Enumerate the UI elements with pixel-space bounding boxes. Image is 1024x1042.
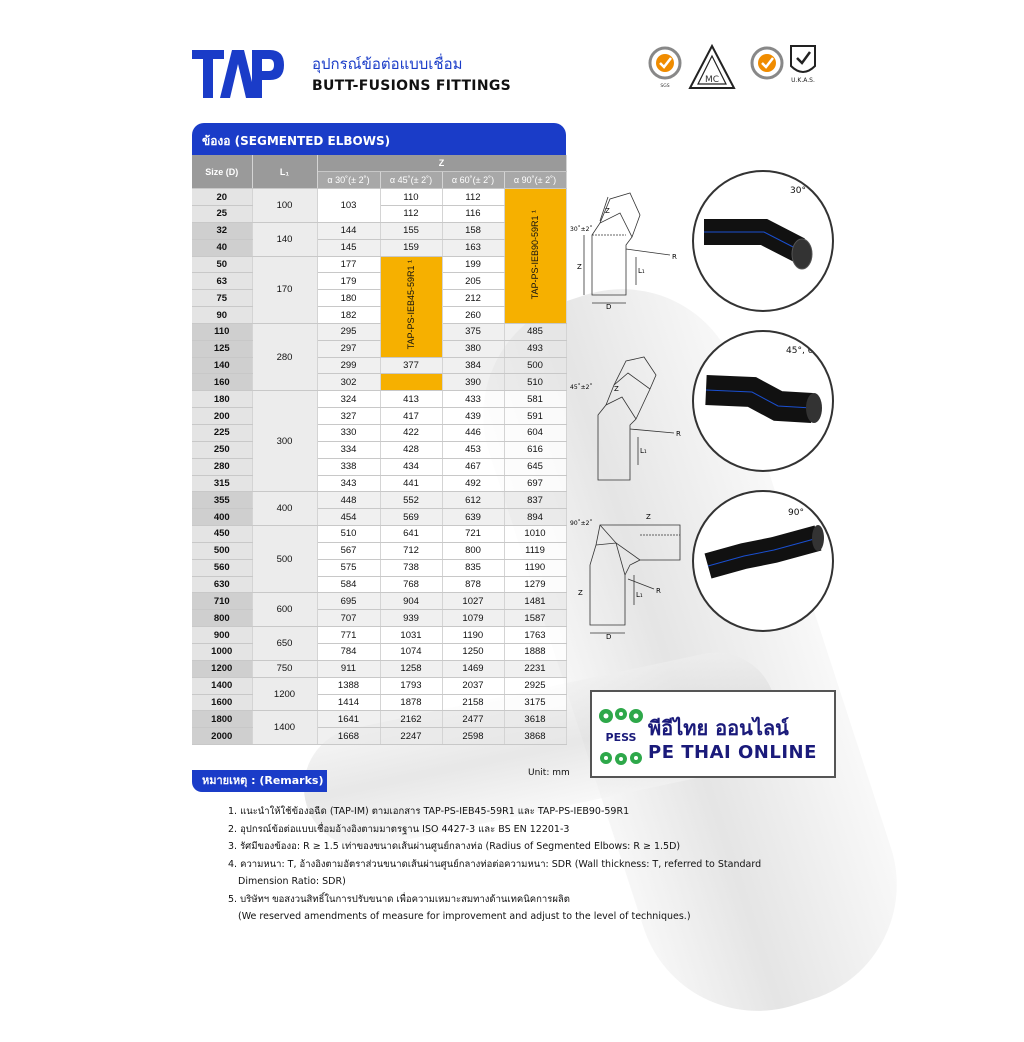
header-angle-60: α 60˚(± 2˚): [442, 172, 504, 189]
z90-cell: 837: [504, 492, 566, 509]
size-cell: 250: [192, 441, 252, 458]
z30-cell: 330: [317, 425, 380, 442]
size-cell: 450: [192, 526, 252, 543]
z45-cell: 904: [380, 593, 442, 610]
z30-cell: 1668: [317, 728, 380, 745]
z30-cell: 327: [317, 408, 380, 425]
table-row: [192, 610, 566, 627]
z45-cell: 422: [380, 425, 442, 442]
z60-cell: 199: [442, 256, 504, 273]
z60-cell: 2477: [442, 711, 504, 728]
size-cell: 40: [192, 239, 252, 256]
z30-cell: 179: [317, 273, 380, 290]
z45-cell: 441: [380, 475, 442, 492]
z30-cell: 707: [317, 610, 380, 627]
z45-cell: 428: [380, 441, 442, 458]
diagram-label: R: [676, 430, 681, 438]
z30-cell: 103: [317, 189, 380, 223]
diagram-label: L₁: [636, 591, 643, 599]
z60-cell: 1079: [442, 610, 504, 627]
note-90-cell: [504, 189, 566, 324]
z30-cell: 145: [317, 239, 380, 256]
z30-cell: 454: [317, 509, 380, 526]
size-cell: 800: [192, 610, 252, 627]
size-cell: 50: [192, 256, 252, 273]
l1-cell: 500: [252, 526, 317, 593]
z30-cell: 182: [317, 307, 380, 324]
table-title: ข้องอ (SEGMENTED ELBOWS): [192, 123, 566, 155]
size-cell: 315: [192, 475, 252, 492]
table-row: [192, 408, 566, 425]
size-cell: 1400: [192, 677, 252, 694]
remark-item: 5. บริษัทฯ ขอสงวนสิทธิ์ในการปรับขนาด เพื่อความเหมาะสมทางด้านเทคนิคการผลิต: [228, 893, 570, 905]
z90-cell: 2231: [504, 660, 566, 677]
z30-cell: 302: [317, 374, 380, 391]
table-row: [192, 492, 566, 509]
z60-cell: 492: [442, 475, 504, 492]
z45-cell: 434: [380, 458, 442, 475]
table-row: [192, 694, 566, 711]
z45-cell: 569: [380, 509, 442, 526]
z45-cell: 110: [380, 189, 442, 206]
z30-cell: 299: [317, 357, 380, 374]
svg-text:U.K.A.S.: U.K.A.S.: [791, 77, 815, 84]
size-cell: 355: [192, 492, 252, 509]
z45-cell: 939: [380, 610, 442, 627]
z60-cell: 163: [442, 239, 504, 256]
l1-cell: 100: [252, 189, 317, 223]
size-cell: 225: [192, 425, 252, 442]
z60-cell: 1190: [442, 627, 504, 644]
size-cell: 63: [192, 273, 252, 290]
z30-cell: 180: [317, 290, 380, 307]
table-row: [192, 189, 566, 206]
z30-cell: 1641: [317, 711, 380, 728]
diagram-label: Z: [578, 589, 583, 597]
z45-cell: 377: [380, 357, 442, 374]
size-cell: 900: [192, 627, 252, 644]
z45-cell: 1793: [380, 677, 442, 694]
size-cell: 630: [192, 576, 252, 593]
z45-cell: 155: [380, 222, 442, 239]
table-row: [192, 542, 566, 559]
z60-cell: 721: [442, 526, 504, 543]
z30-cell: 448: [317, 492, 380, 509]
z30-cell: 1388: [317, 677, 380, 694]
size-cell: 1000: [192, 643, 252, 660]
z90-cell: 1763: [504, 627, 566, 644]
page-title-english: BUTT-FUSIONS FITTINGS: [312, 78, 512, 94]
remark-item: 3. รัศมีของข้องอ: R ≥ 1.5 เท่าของขนาดเส้นผ่านศูนย์กลางท่อ (Radius of Segmented Elbows: R ≥ 1.5D): [228, 841, 681, 852]
elbow-90-diagram: [570, 505, 690, 640]
ukas-seal-icon: [788, 44, 818, 84]
z30-cell: 295: [317, 323, 380, 340]
note-90-text: TAP-PS-IEB90-59R1 ¹: [530, 209, 540, 300]
remark-item: Dimension Ratio: SDR): [238, 876, 346, 887]
table-row: [192, 340, 566, 357]
size-cell: 75: [192, 290, 252, 307]
l1-cell: 1400: [252, 711, 317, 745]
z90-cell: 493: [504, 340, 566, 357]
table-row: [192, 526, 566, 543]
z45-cell: 413: [380, 391, 442, 408]
z30-cell: 575: [317, 559, 380, 576]
z30-cell: 584: [317, 576, 380, 593]
z45-cell: 712: [380, 542, 442, 559]
table-row: [192, 475, 566, 492]
diagram-angle-label: 45˚±2˚: [570, 384, 593, 391]
l1-cell: 650: [252, 627, 317, 661]
page-title-thai: อุปกรณ์ข้อต่อแบบเชื่อม: [312, 55, 463, 73]
size-cell: 160: [192, 374, 252, 391]
z30-cell: 510: [317, 526, 380, 543]
z90-cell: 2925: [504, 677, 566, 694]
size-cell: 280: [192, 458, 252, 475]
size-cell: 560: [192, 559, 252, 576]
pess-gears-logo-icon: [596, 708, 646, 766]
diagram-label: D: [606, 303, 612, 310]
diagram-label: L₁: [640, 447, 647, 455]
z60-cell: 835: [442, 559, 504, 576]
diagram-label: R: [672, 253, 677, 261]
remark-item: 1. แนะนำให้ใช้ข้องอฉีด (TAP-IM) ตามเอกสาร TAP-PS-IEB45-59R1 และ TAP-PS-IEB90-59R1: [228, 806, 630, 817]
photo-elbow-45: [692, 330, 834, 472]
header-z: Z: [317, 155, 566, 172]
z60-cell: 446: [442, 425, 504, 442]
diagram-label: D: [606, 633, 612, 640]
table-row: [192, 357, 566, 374]
z30-cell: 177: [317, 256, 380, 273]
z60-cell: 612: [442, 492, 504, 509]
tap-logo-icon: [192, 48, 284, 100]
elbow-30-diagram: [570, 185, 690, 310]
photo-elbow-30: [692, 170, 834, 312]
l1-cell: 600: [252, 593, 317, 627]
z45-cell: 417: [380, 408, 442, 425]
table-row: [192, 677, 566, 694]
size-cell: 1600: [192, 694, 252, 711]
z60-cell: 433: [442, 391, 504, 408]
remarks-list: [228, 803, 848, 926]
l1-cell: 140: [252, 222, 317, 256]
pipe-elbow-90-icon: [694, 492, 832, 630]
sgs-seal-icon: [648, 46, 682, 80]
z60-cell: 260: [442, 307, 504, 324]
z60-cell: 158: [442, 222, 504, 239]
z30-cell: 1414: [317, 694, 380, 711]
z90-cell: 604: [504, 425, 566, 442]
svg-text:MC: MC: [704, 75, 720, 85]
z30-cell: 695: [317, 593, 380, 610]
z90-cell: 485: [504, 323, 566, 340]
elbow-45-diagram: [570, 345, 690, 490]
size-cell: 140: [192, 357, 252, 374]
brand-name-thai: พีอีไทย ออนไลน์: [648, 716, 789, 740]
z30-cell: 334: [317, 441, 380, 458]
z60-cell: 205: [442, 273, 504, 290]
brand-name-english: PE THAI ONLINE: [648, 742, 817, 763]
table-row: [192, 425, 566, 442]
z90-cell: 1190: [504, 559, 566, 576]
z45-cell: 2247: [380, 728, 442, 745]
z45-cell: 738: [380, 559, 442, 576]
diagram-label: R: [656, 587, 661, 595]
photo-elbow-90: [692, 490, 834, 632]
header-angle-45: α 45˚(± 2˚): [380, 172, 442, 189]
header-size: Size (D): [192, 155, 252, 189]
table-row: [192, 374, 566, 391]
z90-cell: 1119: [504, 542, 566, 559]
sgs-seal-icon-2: [750, 46, 784, 80]
header-angle-30: α 30˚(± 2˚): [317, 172, 380, 189]
brand-badge-text: PESS: [605, 731, 637, 744]
z90-cell: 1587: [504, 610, 566, 627]
unit-label: Unit: mm: [528, 768, 570, 778]
size-cell: 180: [192, 391, 252, 408]
note-45-text: TAP-PS-IEB45-59R1 ¹: [406, 260, 416, 350]
z60-cell: 878: [442, 576, 504, 593]
z60-cell: 212: [442, 290, 504, 307]
size-cell: 1200: [192, 660, 252, 677]
size-cell: 25: [192, 206, 252, 223]
z90-cell: 645: [504, 458, 566, 475]
cert-caption-sgs: SGS: [660, 84, 670, 89]
diagram-label: L₁: [638, 267, 645, 275]
size-cell: 32: [192, 222, 252, 239]
remarks-title: หมายเหตุ : (Remarks): [192, 770, 327, 792]
z60-cell: 384: [442, 357, 504, 374]
header-l1: L₁: [252, 155, 317, 189]
z45-cell: 1258: [380, 660, 442, 677]
pipe-elbow-30-icon: [694, 172, 832, 310]
diagram-label: Z: [605, 207, 610, 215]
z45-cell: 2162: [380, 711, 442, 728]
table-row: [192, 323, 566, 340]
diagram-angle-label: 30˚±2˚: [570, 226, 593, 233]
l1-cell: 1200: [252, 677, 317, 711]
z30-cell: 911: [317, 660, 380, 677]
l1-cell: 300: [252, 391, 317, 492]
size-cell: 500: [192, 542, 252, 559]
z60-cell: 375: [442, 323, 504, 340]
diagram-angle-label: 90˚±2˚: [570, 520, 593, 527]
z60-cell: 390: [442, 374, 504, 391]
z60-cell: 2598: [442, 728, 504, 745]
diagram-label: Z: [646, 513, 651, 521]
size-cell: 110: [192, 323, 252, 340]
table-row: [192, 458, 566, 475]
table-row: [192, 559, 566, 576]
z45-cell: 1878: [380, 694, 442, 711]
z45-cell: 641: [380, 526, 442, 543]
z90-cell: 1888: [504, 643, 566, 660]
table-row: [192, 391, 566, 408]
table-row: [192, 576, 566, 593]
table-row: [192, 593, 566, 610]
header-angle-90: α 90˚(± 2˚): [504, 172, 566, 189]
l1-cell: 750: [252, 660, 317, 677]
table-row: [192, 627, 566, 644]
photo-label-30: 30°: [790, 186, 806, 196]
z30-cell: 338: [317, 458, 380, 475]
l1-cell: 400: [252, 492, 317, 526]
z45-cell: 1074: [380, 643, 442, 660]
diagram-label: Z: [614, 385, 619, 393]
z60-cell: 2158: [442, 694, 504, 711]
photo-label-90: 90°: [788, 508, 804, 518]
z30-cell: 771: [317, 627, 380, 644]
z30-cell: 297: [317, 340, 380, 357]
z45-cell: 159: [380, 239, 442, 256]
size-cell: 400: [192, 509, 252, 526]
z60-cell: 380: [442, 340, 504, 357]
size-cell: 1800: [192, 711, 252, 728]
z90-cell: 1279: [504, 576, 566, 593]
z90-cell: 616: [504, 441, 566, 458]
z90-cell: 581: [504, 391, 566, 408]
z90-cell: 3175: [504, 694, 566, 711]
size-cell: 125: [192, 340, 252, 357]
z30-cell: 784: [317, 643, 380, 660]
table-row: [192, 728, 566, 745]
z60-cell: 1469: [442, 660, 504, 677]
z60-cell: 453: [442, 441, 504, 458]
note-45-cell: [380, 256, 442, 357]
size-cell: 20: [192, 189, 252, 206]
l1-cell: 170: [252, 256, 317, 323]
z90-cell: 500: [504, 357, 566, 374]
z30-cell: 567: [317, 542, 380, 559]
z90-cell: 894: [504, 509, 566, 526]
table-row: [192, 441, 566, 458]
z30-cell: 343: [317, 475, 380, 492]
z60-cell: 112: [442, 189, 504, 206]
z60-cell: 439: [442, 408, 504, 425]
remark-item: (We reserved amendments of measure for improvement and adjust to the level of techniques.): [238, 911, 691, 922]
z45-cell: [380, 374, 442, 391]
diagram-label: Z: [577, 263, 582, 271]
z60-cell: 1250: [442, 643, 504, 660]
remark-item: 2. อุปกรณ์ข้อต่อแบบเชื่อมอ้างอิงตามมาตรฐาน ISO 4427-3 และ BS EN 12201-3: [228, 823, 570, 835]
size-cell: 710: [192, 593, 252, 610]
z90-cell: 1481: [504, 593, 566, 610]
remark-item: 4. ความหนา: T, อ้างอิงตามอัตราส่วนขนาดเส้นผ่านศูนย์กลางท่อต่อความหนา: SDR (Wall thickness: T, referred to Standard: [228, 858, 762, 870]
z60-cell: 116: [442, 206, 504, 223]
table-row: [192, 643, 566, 660]
z90-cell: 3868: [504, 728, 566, 745]
z60-cell: 467: [442, 458, 504, 475]
triangle-cert-seal-icon: [688, 44, 736, 92]
z60-cell: 800: [442, 542, 504, 559]
z90-cell: 3618: [504, 711, 566, 728]
table-row: [192, 660, 566, 677]
z60-cell: 639: [442, 509, 504, 526]
z30-cell: 324: [317, 391, 380, 408]
size-cell: 90: [192, 307, 252, 324]
photo-label-45-60: 45°, 60°: [786, 346, 824, 356]
z90-cell: 697: [504, 475, 566, 492]
l1-cell: 280: [252, 323, 317, 390]
z90-cell: 591: [504, 408, 566, 425]
segmented-elbows-table: [192, 155, 567, 745]
z60-cell: 1027: [442, 593, 504, 610]
z60-cell: 2037: [442, 677, 504, 694]
z45-cell: 112: [380, 206, 442, 223]
z30-cell: 144: [317, 222, 380, 239]
z45-cell: 552: [380, 492, 442, 509]
z45-cell: 768: [380, 576, 442, 593]
size-cell: 200: [192, 408, 252, 425]
z45-cell: 1031: [380, 627, 442, 644]
size-cell: 2000: [192, 728, 252, 745]
z90-cell: 1010: [504, 526, 566, 543]
table-row: [192, 711, 566, 728]
z90-cell: 510: [504, 374, 566, 391]
table-row: [192, 509, 566, 526]
